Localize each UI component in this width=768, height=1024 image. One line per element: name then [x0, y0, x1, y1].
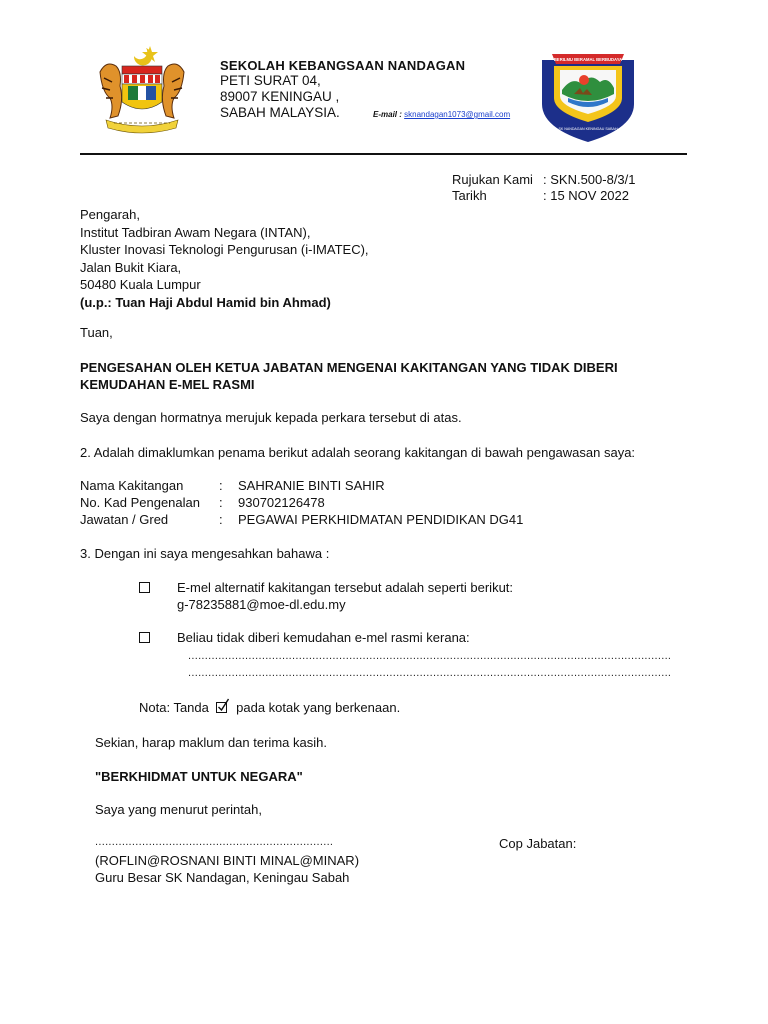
email-link[interactable]: sknandagan1073@gmail.com — [404, 110, 511, 119]
staff-ic-colon: : — [219, 495, 223, 510]
reason-line-2: ................................................................................................................................................ — [188, 667, 672, 679]
note-after: pada kotak yang berkenaan. — [236, 700, 401, 715]
recipient-address — [80, 206, 369, 311]
recipient-line-4: Jalan Bukit Kiara, — [80, 259, 182, 275]
salutation: Tuan, — [80, 325, 113, 340]
address-line-2: 89007 KENINGAU , — [220, 89, 340, 104]
email-label: E-mail : — [373, 110, 402, 119]
option-2-text: Beliau tidak diberi kemudahan e-mel rasmi kerana: — [177, 630, 470, 645]
recipient-line-3: Kluster Inovasi Teknologi Pengurusan (i-IMATEC), — [80, 242, 369, 257]
reference-value-1: : SKN.500-8/3/1 — [543, 172, 636, 187]
staff-ic-label: No. Kad Pengenalan — [80, 495, 200, 510]
staff-grade-value: PEGAWAI PERKHIDMATAN PENDIDIKAN DG41 — [238, 512, 524, 527]
option-1-checkbox[interactable] — [139, 582, 150, 593]
stamp-label: Cop Jabatan: — [499, 836, 577, 851]
option-1-text: E-mel alternatif kakitangan tersebut adalah seperti berikut: — [177, 580, 514, 595]
staff-grade-label: Jawatan / Gred — [80, 512, 169, 527]
signatory-name: (ROFLIN@ROSNANI BINTI MINAL@MINAR) — [95, 853, 360, 868]
note-line — [139, 698, 400, 719]
recipient-line-1: Pengarah, — [80, 207, 140, 222]
recipient-line-2: Institut Tadbiran Awam Negara (INTAN), — [80, 224, 311, 240]
staff-grade-colon: : — [219, 512, 223, 527]
crest-bottom-text: SK NANDAGAN KENINGAU SABAH — [558, 127, 618, 131]
staff-name-value: SAHRANIE BINTI SAHIR — [238, 478, 385, 493]
tick-box-icon — [215, 698, 231, 719]
signatory-title: Guru Besar SK Nandagan, Keningau Sabah — [95, 870, 350, 885]
note-before: Nota: Tanda — [139, 700, 209, 715]
coat-of-arms-logo — [92, 42, 192, 138]
reference-label-1: Rujukan Kami — [452, 172, 533, 187]
address-line-3: SABAH MALAYSIA. — [220, 105, 340, 120]
email-line — [373, 110, 510, 119]
closing-line: Sekian, harap maklum dan terima kasih. — [95, 735, 327, 750]
staff-ic-value: 930702126478 — [238, 495, 325, 510]
staff-name-label: Nama Kakitangan — [80, 478, 184, 493]
crest-banner-text: BERILMU BERAMAL BERBUDAYA — [553, 57, 623, 62]
school-name: SEKOLAH KEBANGSAAN NANDAGAN — [220, 58, 466, 73]
subject-line-1: PENGESAHAN OLEH KETUA JABATAN MENGENAI KAKITANGAN YANG TIDAK DIBERI — [80, 360, 618, 375]
paragraph-2: 2. Adalah dimaklumkan penama berikut adalah seorang kakitangan di bawah pengawasan saya: — [80, 445, 636, 460]
paragraph-3: 3. Dengan ini saya mengesahkan bahawa : — [80, 546, 330, 561]
date-label: Tarikh — [452, 188, 487, 203]
signature-line: ....................................................................... — [95, 836, 334, 848]
header-divider — [80, 153, 687, 155]
recipient-line-5: 50480 Kuala Lumpur — [80, 277, 201, 292]
address-line-1: PETI SURAT 04, — [220, 73, 321, 88]
recipient-attention: (u.p.: Tuan Haji Abdul Hamid bin Ahmad) — [80, 294, 331, 310]
sign-off: Saya yang menurut perintah, — [95, 802, 262, 817]
date-value: : 15 NOV 2022 — [543, 188, 629, 203]
motto: "BERKHIDMAT UNTUK NEGARA" — [95, 769, 303, 784]
reason-line-1: ................................................................................................................................................ — [188, 650, 672, 662]
option-2-checkbox[interactable] — [139, 632, 150, 643]
staff-name-colon: : — [219, 478, 223, 493]
option-1-email: g-78235881@moe-dl.edu.my — [177, 597, 346, 612]
subject-line-2: KEMUDAHAN E-MEL RASMI — [80, 377, 255, 392]
paragraph-1: Saya dengan hormatnya merujuk kepada perkara tersebut di atas. — [80, 410, 462, 425]
school-crest-logo — [538, 50, 638, 146]
